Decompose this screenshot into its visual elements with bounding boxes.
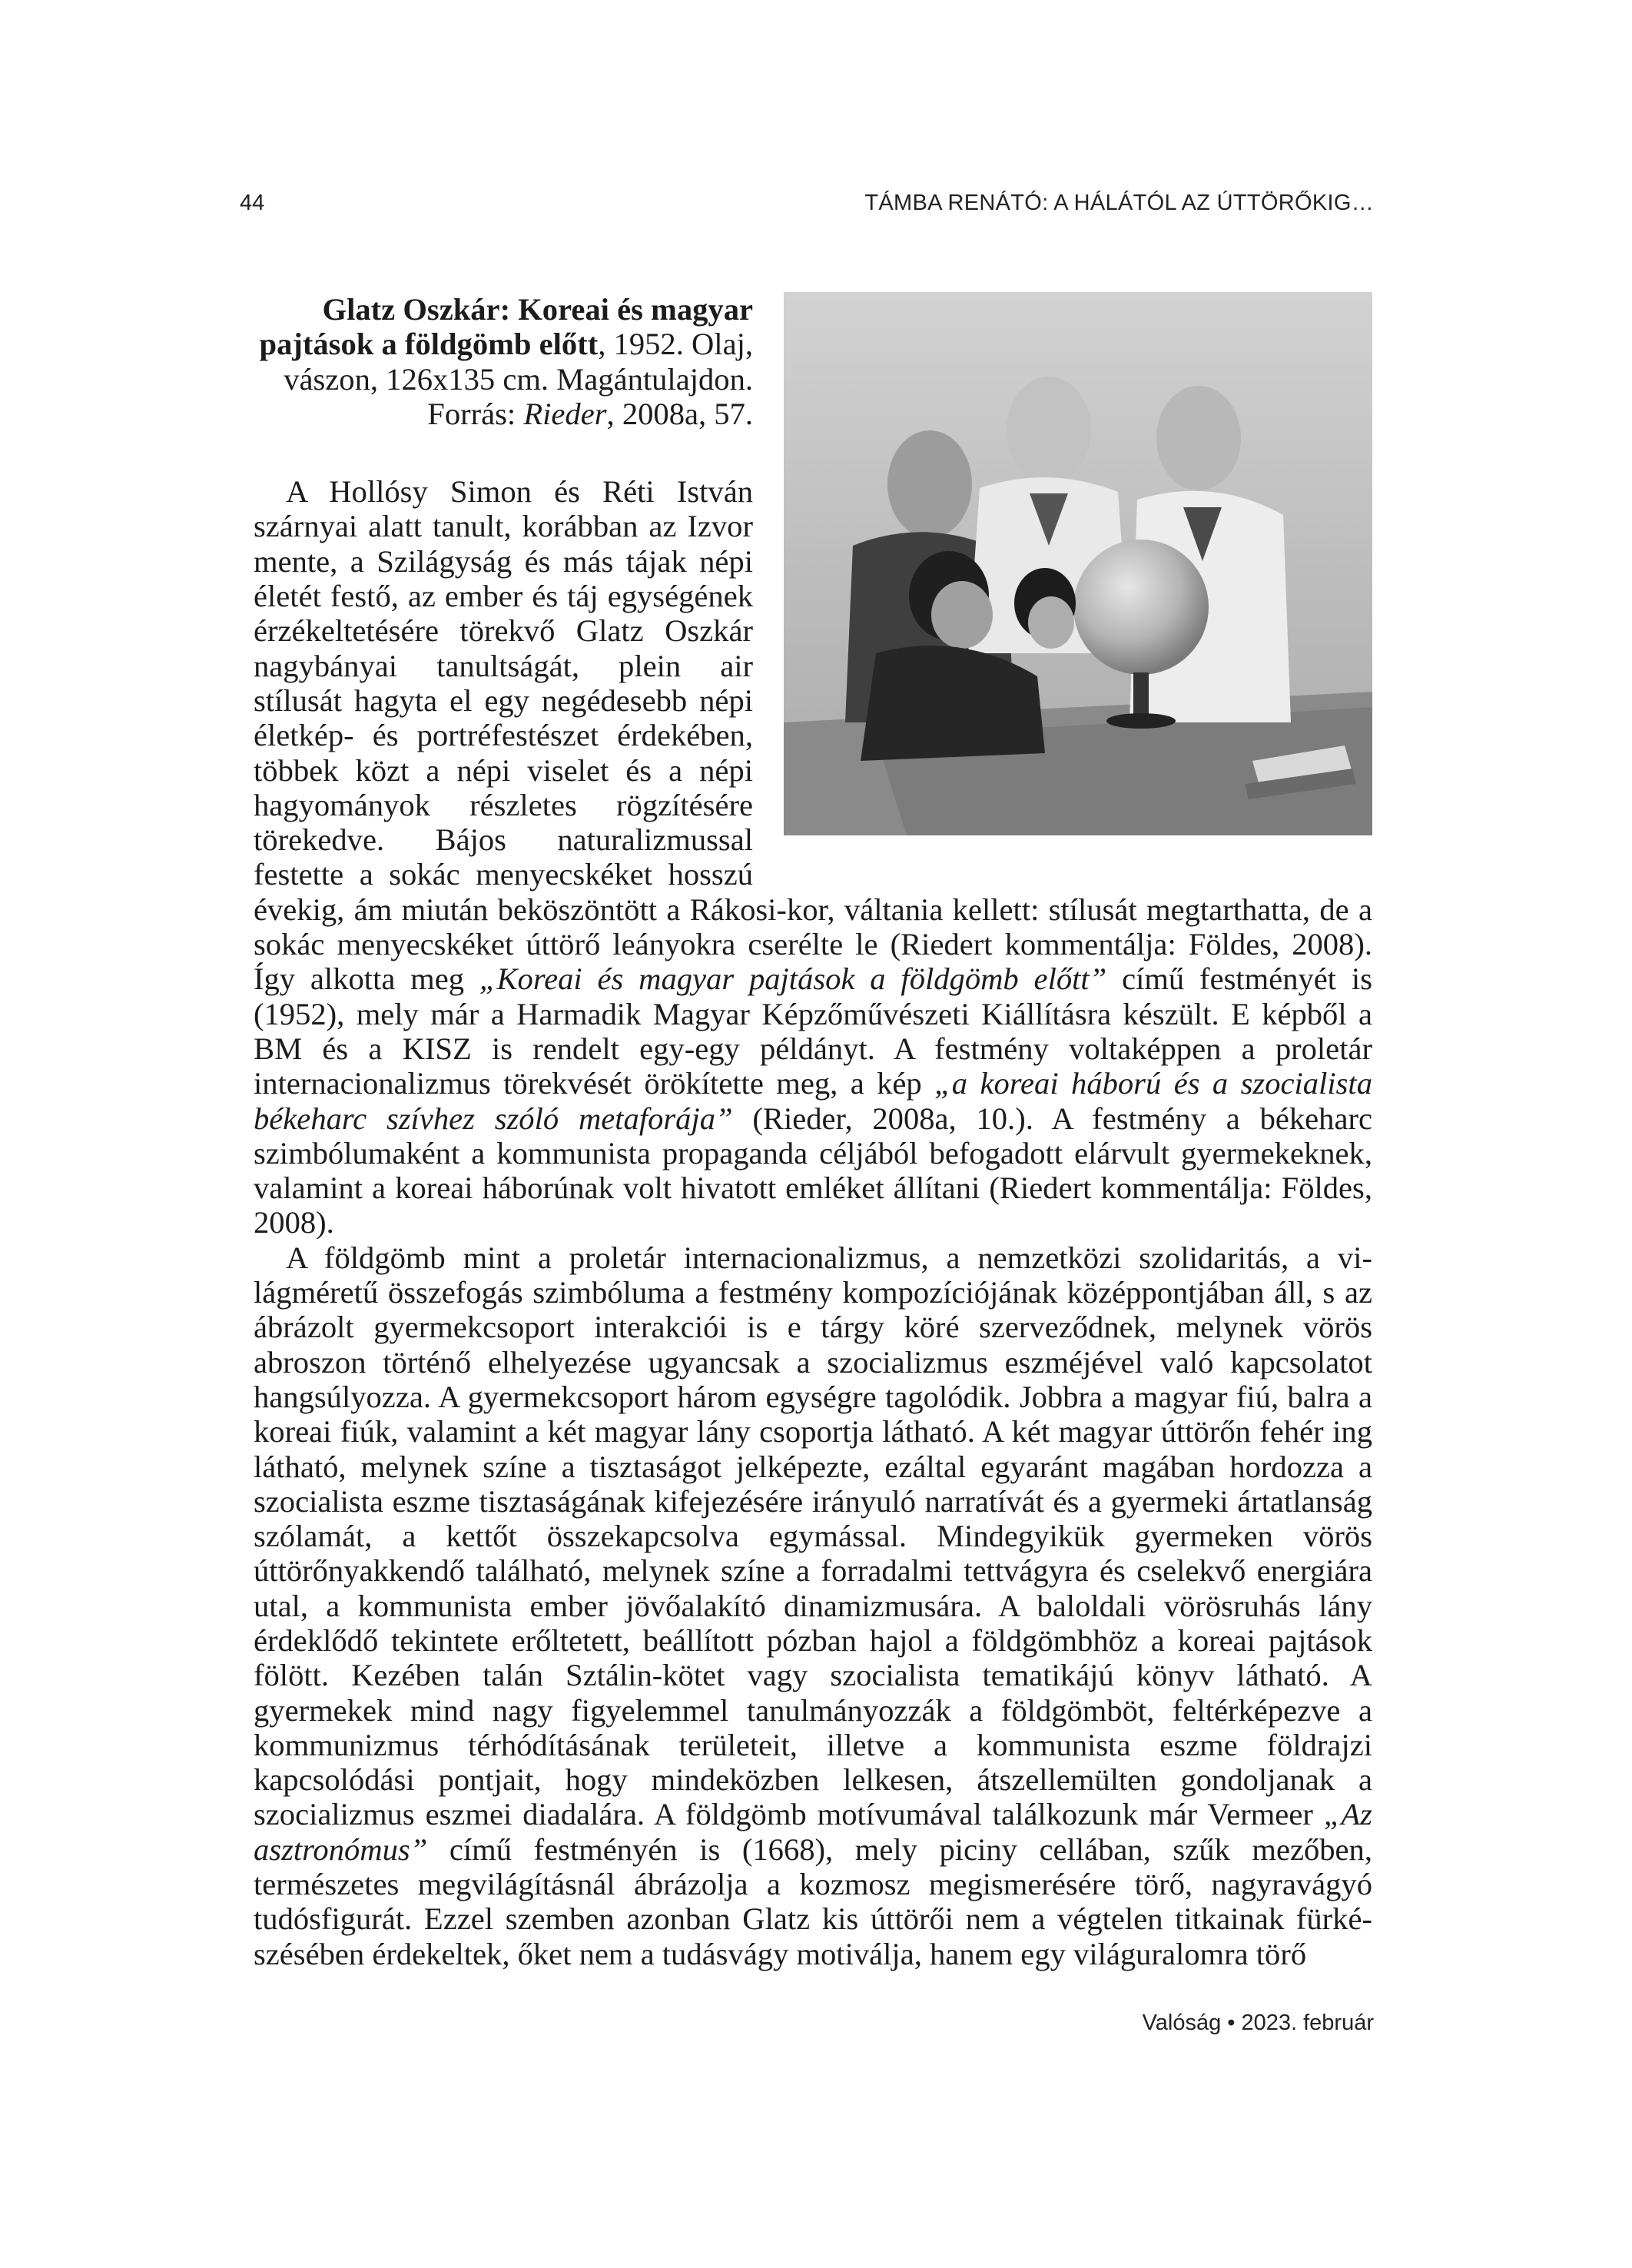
caption-details: , 1952. Olaj, vászon, 126x135 cm. Magántulajdon. Forrás: xyxy=(284,327,753,431)
running-title: TÁMBA RENÁTÓ: A HÁLÁTÓL AZ ÚTTÖRŐKIG… xyxy=(864,191,1374,215)
caption-source: Rieder xyxy=(523,396,607,431)
p1-text-b: című festményét is (1952), mely már a Harmadik Magyar Képzőművészeti Kiállításra készült. E képből a BM és a KISZ is rendelt egy-egy példányt. A festmény voltaképpen a proletár internacionalizmus törekvését örökítette meg, a kép xyxy=(254,961,1372,1101)
p1-quote-italic: „a koreai háború és a szocialista békeharc szívhez szóló metaforája” xyxy=(254,1066,1372,1136)
p2-text-b: című festményén is (1668), mely piciny cellában, szűk mezőben, természetes megvilágításnál ábrázolja a kozmosz megismerésére törő, nagyravágyó tudósfigurát. Ezzel szemben azonban Glatz kis úttörői nem a végtelen titkainak fürkészésében érdekeltek, őket nem a tudásvágy motiválja, hanem egy világuralomra törő xyxy=(254,1831,1372,1971)
p1-text-c: (Rieder, 2008a, 10.). A festmény a békeharc szimbólumaként a kommunista propaganda céljából befogadott elárvult gyermekeknek, valamint a koreai háborúnak volt hivatott emléket állítani (Riedert kommentálja: Földes, 2008). xyxy=(254,1101,1372,1240)
paragraph-2 xyxy=(254,1240,1372,1971)
page-number: 44 xyxy=(240,191,265,215)
journal-footer: Valóság • 2023. február xyxy=(1142,2011,1374,2035)
p1-title-italic: „Koreai és magyar pajtások a földgömb előtt” xyxy=(479,961,1107,997)
p2-title-italic: „Az asztronómus” xyxy=(254,1797,1372,1867)
caption-end: , 2008a, 57. xyxy=(606,396,753,431)
p1-text-a: A Hollósy Simon és Réti István szárnyai alatt tanult, korábban az Izvor mente, a Szilágyság és más tájak népi életét festő, az ember és táj egységének érzékeltetésére törekvő Glatz Oszkár nagybányai tanultságát, plein air stílusát hagyta el egy negédesebb népi életkép- és portréfestészet érdekében, többek közt a népi viselet és a népi hagyományok részletes rögzítésére törekedve. Bájos naturalizmussal festette a sokác menyecskéket hosszú évekig, ám miután beköszöntött a Rákosi-kor, váltania kellett: stílusát megtarthatta, de a sokác menyecskéket úttörő leányokra cserélte le (Riedert kommentálja: Földes, 2008). Így alkotta meg xyxy=(254,474,1372,997)
p2-text-a: A földgömb mint a proletár internacionalizmus, a nemzetközi szolidaritás, a világméretű összefogás szimbóluma a festmény kompozíciójának középpontjában áll, s az ábrázolt gyermekcsoport interakciói is e tárgy köré szerveződnek, melynek vörös abroszon történő elhelyezése ugyancsak a szocializmus eszméjével való kapcsolatot hangsúlyozza. A gyermekcsoport három egységre tagolódik. Jobbra a magyar fiú, balra a koreai fiúk, valamint a két magyar lány csoportja látható. A két magyar úttörőn fehér ing látható, melynek színe a tisztaságot jelképezte, ezáltal egyaránt magában hordozza a szocialista eszme tisztaságának kifejezésére irányuló narratívát és a gyermeki ártatlanság szólamát, a kettőt összekapcsolva egymással. Mindegyikük gyermeken vörös úttörőnyakkendő található, melynek színe a forradalmi tettvágyra és cselekvő energiára utal, a kommunista ember jövőalakító dinamizmusára. A baloldali vörösruhás lány érdeklődő tekintete erőltetett, beállított pózban hajol a földgömbhöz a koreai pajtások fölött. Kezében talán Sztálin-kötet vagy szocialista tematikájú könyv látható. A gyermekek mind nagy figyelemmel tanulmányozzák a földgömböt, feltérképezve a kommunizmus térhódításának területeit, illetve a kommunista eszme földrajzi kapcsolódási pontjait, hogy mindeközben lelkesen, átszellemülten gondoljanak a szocializmus eszmei diadalára. A földgömb motívumával találkozunk már Vermeer xyxy=(254,1240,1372,1832)
caption-title: Glatz Oszkár: Koreai és magyar pajtások a földgömb előtt xyxy=(259,292,753,362)
article-body xyxy=(254,292,1372,1971)
painting-image xyxy=(784,292,1372,835)
